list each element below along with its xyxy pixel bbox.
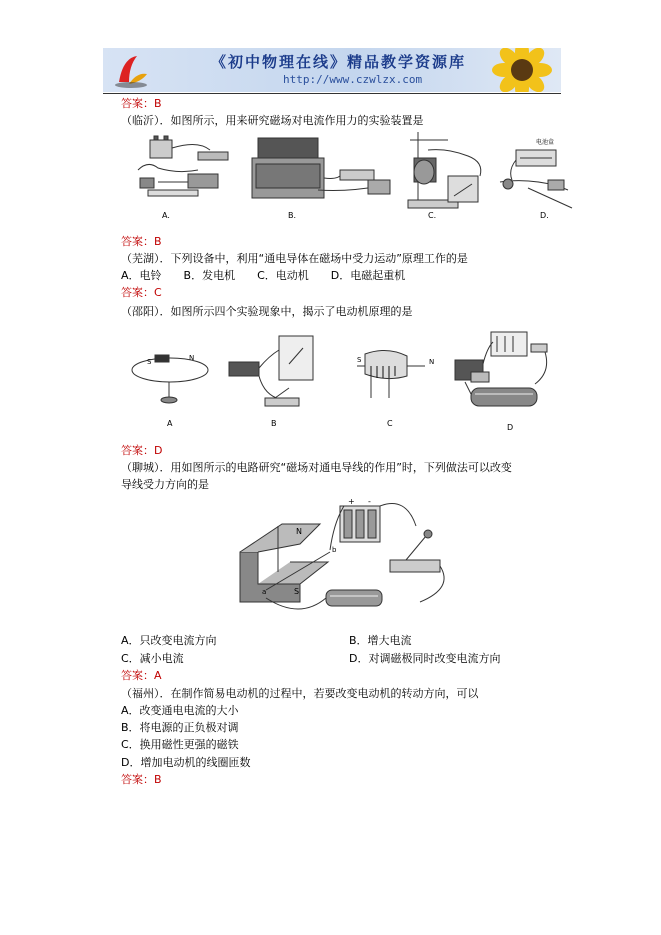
option-c-fuzhou: C．换用磁性更强的磁铁 (121, 738, 239, 751)
figure-q1 (128, 130, 578, 225)
question-fuzhou: （福州）．在制作简易电动机的过程中，若要改变电动机的转动方向，可以 (121, 687, 479, 700)
figure-q3 (125, 328, 555, 434)
question-liaocheng-l2: 导线受力方向的是 (121, 478, 209, 491)
svg-text:N: N (296, 527, 302, 536)
answer-prev: 答案：B (121, 97, 162, 110)
sunflower-icon (487, 48, 557, 92)
svg-text:-: - (368, 497, 371, 506)
question-shaoyang: （邵阳）．如图所示四个实验现象中，揭示了电动机原理的是 (121, 305, 413, 318)
option-a-liaocheng: A．只改变电流方向 (121, 634, 217, 647)
header-banner (103, 48, 561, 92)
answer-q1: 答案：B (121, 235, 162, 248)
fig-q3-label-d: D (507, 423, 514, 432)
svg-text:+: + (348, 497, 355, 506)
fig-q3-label-a: A (167, 419, 173, 428)
fig-q1-label-a: A. (162, 211, 170, 220)
fig-q1-d-battery-label: 电池盒 (536, 139, 555, 146)
svg-text:N: N (189, 354, 195, 362)
fig-q3-label-b: B (271, 419, 277, 428)
svg-text:N: N (429, 358, 435, 366)
option-c-liaocheng: C．减小电流 (121, 652, 184, 665)
question-linyi: （临沂）．如图所示，用来研究磁场对电流作用力的实验装置是 (121, 114, 424, 127)
options-wuhu: A．电铃 B．发电机 C．电动机 D．电磁起重机 (121, 269, 406, 282)
option-d-fuzhou: D．增加电动机的线圈匝数 (121, 756, 251, 769)
answer-q3: 答案：D (121, 444, 163, 457)
logo-icon (111, 52, 151, 90)
banner-url[interactable]: http://www.czwlzx.com (283, 73, 423, 86)
answer-q2: 答案：C (121, 286, 162, 299)
svg-text:b: b (332, 546, 337, 554)
fig-q1-label-b: B. (288, 211, 297, 220)
svg-text:S: S (147, 358, 152, 366)
option-b-liaocheng: B．增大电流 (349, 634, 412, 647)
fig-q1-label-c: C. (428, 211, 437, 220)
svg-text:S: S (294, 587, 300, 596)
svg-text:a: a (262, 588, 267, 596)
fig-q1-label-d: D. (540, 211, 549, 220)
fig-q3-label-c: C (387, 419, 393, 428)
option-a-fuzhou: A．改变通电电流的大小 (121, 704, 239, 717)
question-liaocheng-l1: （聊城）．用如图所示的电路研究“磁场对通电导线的作用”时，下列做法可以改变 (121, 461, 512, 474)
question-wuhu: （芜湖）．下列设备中，利用“通电导体在磁场中受力运动”原理工作的是 (121, 252, 468, 265)
answer-q4: 答案：A (121, 669, 162, 682)
svg-text:S: S (357, 356, 362, 364)
banner-title: 《初中物理在线》精品教学资源库 (211, 53, 467, 71)
answer-q5: 答案：B (121, 773, 162, 786)
header-rule (103, 93, 561, 94)
figure-q4 (230, 492, 460, 628)
option-b-fuzhou: B．将电源的正负极对调 (121, 721, 239, 734)
option-d-liaocheng: D．对调磁极同时改变电流方向 (349, 652, 501, 665)
